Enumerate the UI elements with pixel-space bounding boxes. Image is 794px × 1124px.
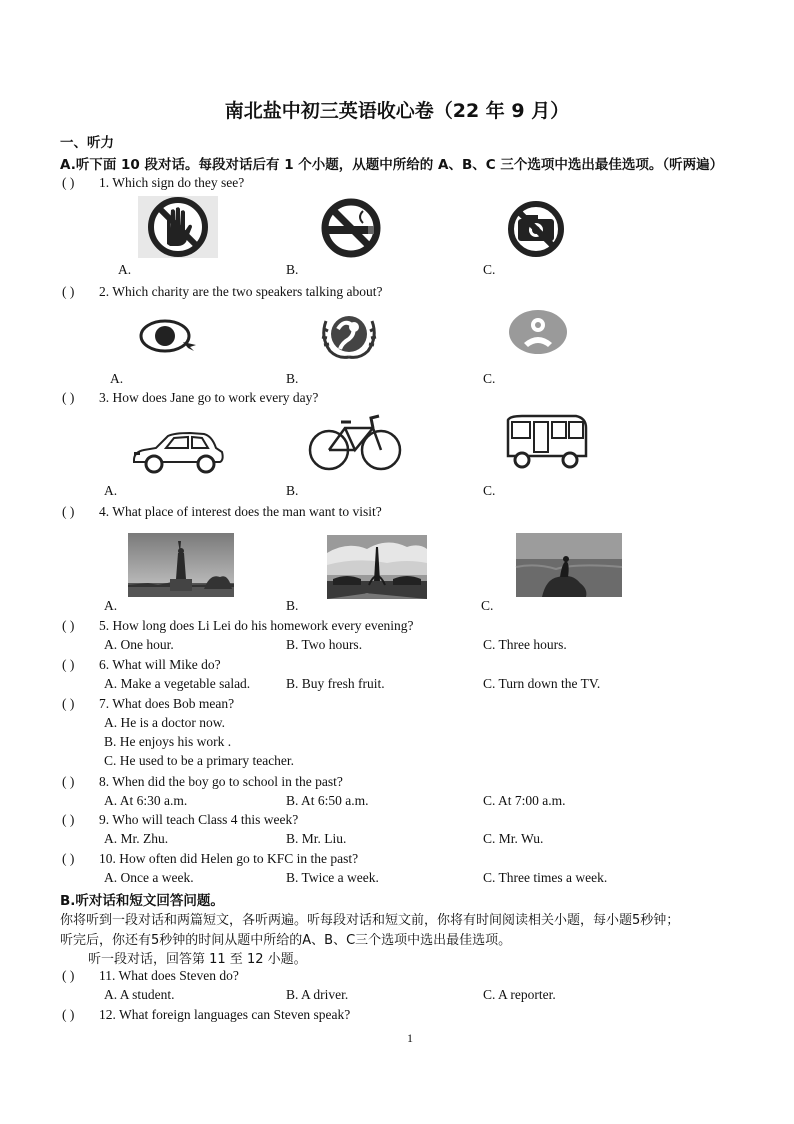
option-b[interactable]: B. He enjoys his work . [104,734,232,749]
question-text: 1. Which sign do they see? [99,175,245,190]
statue-of-liberty-photo[interactable] [128,533,234,597]
option-a[interactable]: A. Make a vegetable salad. [104,676,251,691]
part-b-instructions-line2: 听完后，你还有5秒钟的时间从题中所给的A、B、C三个选项中选出最佳选项。 [60,933,512,948]
section-heading-listening: 一、听力 [60,135,114,151]
option-label: B. [286,598,299,613]
option-b[interactable]: B. Mr. Liu. [286,831,347,846]
option-b[interactable]: B. Buy fresh fruit. [286,676,385,691]
option-a[interactable]: A. Mr. Zhu. [104,831,169,846]
answer-blank[interactable]: ( ) [62,774,75,789]
option-c[interactable]: C. He used to be a primary teacher. [104,753,295,768]
question-text: 6. What will Mike do? [99,657,221,672]
answer-blank[interactable]: ( ) [62,851,75,866]
option-a[interactable]: A. A student. [104,987,175,1002]
question-text: 9. Who will teach Class 4 this week? [99,812,299,827]
answer-blank[interactable]: ( ) [62,657,75,672]
question-text: 10. How often did Helen go to KFC in the past? [99,851,359,866]
option-label: A. [104,483,118,498]
question-text: 3. How does Jane go to work every day? [99,390,319,405]
question-text: 2. Which charity are the two speakers talking about? [99,284,383,299]
little-mermaid-photo[interactable] [516,533,622,597]
option-b[interactable]: B. A driver. [286,987,349,1002]
no-touching-sign-icon[interactable] [138,196,218,258]
answer-blank[interactable]: ( ) [62,618,75,633]
option-b[interactable]: B. At 6:50 a.m. [286,793,369,808]
option-c[interactable]: C. Three hours. [483,637,567,652]
question-text: 5. How long does Li Lei do his homework every evening? [99,618,414,633]
option-label: B. [286,483,299,498]
question-text: 12. What foreign languages can Steven speak? [99,1007,351,1022]
unicef-logo-icon[interactable] [316,309,382,361]
no-smoking-sign-icon[interactable] [311,199,391,257]
option-label: C. [483,483,496,498]
charity-logo-icon[interactable] [508,309,568,355]
page-title: 南北盐中初三英语收心卷（22 年 9 月） [224,100,570,122]
answer-blank[interactable]: ( ) [62,812,75,827]
option-label: A. [104,598,118,613]
answer-blank[interactable]: ( ) [62,504,75,519]
answer-blank[interactable]: ( ) [62,390,75,405]
option-b[interactable]: B. Two hours. [286,637,363,652]
bus-icon[interactable] [502,414,588,472]
part-b-heading: B.听对话和短文回答问题。 [60,893,224,909]
option-a[interactable]: A. At 6:30 a.m. [104,793,188,808]
option-label: C. [481,598,494,613]
part-b-subheading: 听一段对话，回答第 11 至 12 小题。 [88,952,307,967]
page-number: 1 [407,1031,413,1045]
answer-blank[interactable]: ( ) [62,696,75,711]
part-b-instructions-line1: 你将听到一段对话和两篇短文，各听两遍。听每段对话和短文前，你将有时间阅读相关小题，每小题5秒钟； [60,913,680,928]
option-c[interactable]: C. Mr. Wu. [483,831,544,846]
answer-blank[interactable]: ( ) [62,968,75,983]
option-label: B. [286,371,299,386]
question-text: 4. What place of interest does the man want to visit? [99,504,382,519]
option-label: C. [483,371,496,386]
car-icon[interactable] [130,430,226,476]
orbis-logo-icon[interactable] [138,318,200,354]
eiffel-tower-photo[interactable] [327,535,427,599]
option-label: A. [118,262,132,277]
option-a[interactable]: A. Once a week. [104,870,194,885]
option-a[interactable]: A. One hour. [104,637,174,652]
no-photography-sign-icon[interactable] [502,201,570,257]
option-b[interactable]: B. Twice a week. [286,870,379,885]
answer-blank[interactable]: ( ) [62,1007,75,1022]
option-a[interactable]: A. He is a doctor now. [104,715,225,730]
question-text: 8. When did the boy go to school in the past? [99,774,343,789]
option-c[interactable]: C. Turn down the TV. [483,676,601,691]
option-label: C. [483,262,496,277]
bicycle-icon[interactable] [307,410,403,472]
option-c[interactable]: C. Three times a week. [483,870,608,885]
option-c[interactable]: C. A reporter. [483,987,556,1002]
option-label: A. [110,371,124,386]
option-c[interactable]: C. At 7:00 a.m. [483,793,566,808]
answer-blank[interactable]: ( ) [62,284,75,299]
part-a-heading: A.听下面 10 段对话。每段对话后有 1 个小题，从题中所给的 A、B、C 三个选项中选出最佳选项。（听两遍） [60,157,724,173]
option-label: B. [286,262,299,277]
question-text: 7. What does Bob mean? [99,696,235,711]
answer-blank[interactable]: ( ) [62,175,75,190]
question-text: 11. What does Steven do? [99,968,239,983]
